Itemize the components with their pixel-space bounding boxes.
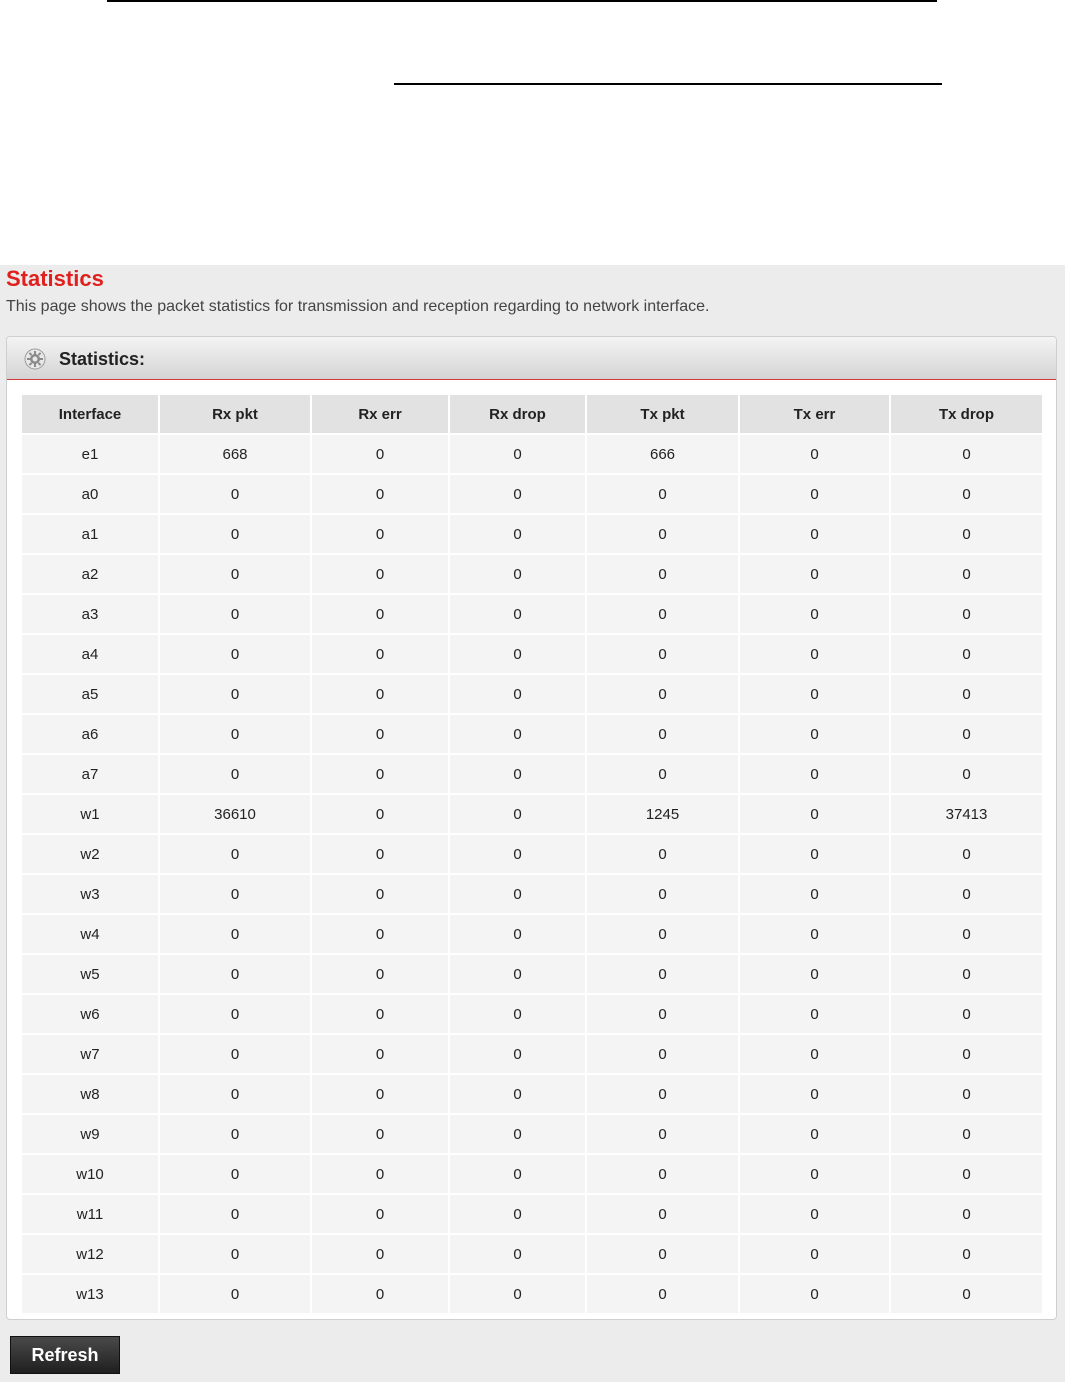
stat-cell: 0 [160,875,310,913]
table-row [22,1115,1042,1153]
interface-cell: w6 [22,995,158,1033]
stat-cell: 0 [891,515,1042,553]
column-header: Tx pkt [587,395,738,433]
stat-cell: 0 [450,755,585,793]
stat-cell: 0 [160,1035,310,1073]
gear-icon [24,348,46,370]
stat-cell: 0 [740,835,889,873]
stat-cell: 0 [450,435,585,473]
table-row [22,875,1042,913]
stat-cell: 0 [160,995,310,1033]
page-title: Statistics [6,266,104,291]
table-row [22,675,1042,713]
interface-cell: w1 [22,795,158,833]
stat-cell: 0 [740,1075,889,1113]
interface-cell: a1 [22,515,158,553]
statistics-page [0,265,1065,1382]
stat-cell: 0 [740,555,889,593]
stat-cell: 0 [160,755,310,793]
column-header: Rx pkt [160,395,310,433]
table-row [22,795,1042,833]
stat-cell: 0 [450,675,585,713]
stat-cell: 0 [160,955,310,993]
stat-cell: 0 [312,595,448,633]
stat-cell: 0 [312,795,448,833]
stat-cell: 0 [312,515,448,553]
stat-cell: 0 [160,1115,310,1153]
stat-cell: 0 [312,755,448,793]
stat-cell: 0 [740,1275,889,1313]
stat-cell: 0 [312,835,448,873]
stat-cell: 0 [740,1035,889,1073]
stat-cell: 0 [891,435,1042,473]
stat-cell: 668 [160,435,310,473]
stat-cell: 0 [587,955,738,993]
interface-cell: e1 [22,435,158,473]
stat-cell: 0 [450,1115,585,1153]
table-row [22,635,1042,673]
column-header: Rx err [312,395,448,433]
stat-cell: 0 [450,875,585,913]
interface-cell: w9 [22,1115,158,1153]
stat-cell: 0 [312,715,448,753]
stat-cell: 1245 [587,795,738,833]
stat-cell: 0 [312,955,448,993]
stat-cell: 0 [450,555,585,593]
interface-cell: a6 [22,715,158,753]
interface-cell: a3 [22,595,158,633]
stat-cell: 0 [740,875,889,913]
stat-cell: 0 [450,1075,585,1113]
table-row [22,1235,1042,1273]
stat-cell: 0 [587,1275,738,1313]
column-header: Interface [22,395,158,433]
table-body [22,435,1042,1313]
stat-cell: 0 [740,1115,889,1153]
panel-header [7,337,1056,380]
stat-cell: 0 [891,1035,1042,1073]
stat-cell: 0 [587,515,738,553]
table-header-row [22,395,1042,433]
stat-cell: 0 [312,555,448,593]
stat-cell: 0 [450,1035,585,1073]
stat-cell: 0 [891,995,1042,1033]
stat-cell: 0 [587,1235,738,1273]
stat-cell: 0 [312,435,448,473]
stat-cell: 0 [891,1195,1042,1233]
interface-cell: a4 [22,635,158,673]
table-row [22,515,1042,553]
stat-cell: 0 [891,635,1042,673]
table-row [22,435,1042,473]
stat-cell: 0 [312,1155,448,1193]
interface-cell: w2 [22,835,158,873]
stat-cell: 0 [740,1195,889,1233]
stat-cell: 0 [587,555,738,593]
document-middle-rule [394,83,942,85]
stat-cell: 0 [450,475,585,513]
stat-cell: 0 [160,1275,310,1313]
stat-cell: 0 [160,715,310,753]
stat-cell: 0 [740,715,889,753]
document-top-rule [107,0,937,2]
stat-cell: 0 [891,675,1042,713]
stat-cell: 0 [160,835,310,873]
table-row [22,915,1042,953]
stat-cell: 0 [160,1235,310,1273]
stat-cell: 0 [891,475,1042,513]
stat-cell: 0 [450,1155,585,1193]
interface-cell: w3 [22,875,158,913]
stat-cell: 0 [740,635,889,673]
stat-cell: 0 [450,835,585,873]
interface-cell: w4 [22,915,158,953]
stat-cell: 0 [312,915,448,953]
stat-cell: 0 [891,1075,1042,1113]
refresh-button[interactable]: Refresh [10,1336,120,1374]
interface-cell: w8 [22,1075,158,1113]
stat-cell: 0 [312,1035,448,1073]
stat-cell: 0 [891,875,1042,913]
stat-cell: 0 [160,1195,310,1233]
stat-cell: 0 [312,675,448,713]
stat-cell: 0 [587,595,738,633]
stat-cell: 0 [450,915,585,953]
stat-cell: 0 [891,835,1042,873]
page-description: This page shows the packet statistics for transmission and reception regarding to network interface. [6,298,710,315]
stat-cell: 0 [587,1155,738,1193]
stat-cell: 0 [450,795,585,833]
stat-cell: 37413 [891,795,1042,833]
table-row [22,955,1042,993]
stat-cell: 0 [740,1235,889,1273]
stat-cell: 0 [587,715,738,753]
panel-title: Statistics: [59,349,146,369]
stat-cell: 0 [891,1275,1042,1313]
stat-cell: 0 [587,835,738,873]
stat-cell: 0 [740,675,889,713]
stat-cell: 0 [891,1115,1042,1153]
interface-cell: w10 [22,1155,158,1193]
table-row [22,1275,1042,1313]
stat-cell: 0 [587,635,738,673]
table-row [22,595,1042,633]
stat-cell: 0 [160,475,310,513]
stat-cell: 0 [587,875,738,913]
column-header: Tx drop [891,395,1042,433]
interface-cell: a5 [22,675,158,713]
table-row [22,475,1042,513]
column-header: Rx drop [450,395,585,433]
interface-cell: w7 [22,1035,158,1073]
stat-cell: 0 [740,955,889,993]
interface-cell: w12 [22,1235,158,1273]
stat-cell: 0 [587,1075,738,1113]
stat-cell: 0 [891,915,1042,953]
table-row [22,835,1042,873]
interface-cell: a7 [22,755,158,793]
stat-cell: 0 [740,995,889,1033]
stat-cell: 0 [160,675,310,713]
stat-cell: 0 [312,1075,448,1113]
stat-cell: 0 [891,715,1042,753]
stat-cell: 0 [160,515,310,553]
table-row [22,1155,1042,1193]
stat-cell: 0 [740,795,889,833]
stat-cell: 0 [312,635,448,673]
stat-cell: 0 [160,595,310,633]
stat-cell: 0 [312,475,448,513]
stat-cell: 0 [160,635,310,673]
table-row [22,715,1042,753]
stat-cell: 0 [740,595,889,633]
stat-cell: 0 [587,995,738,1033]
statistics-panel [6,336,1057,1320]
stat-cell: 0 [587,1195,738,1233]
stat-cell: 0 [587,915,738,953]
stat-cell: 0 [312,875,448,913]
stat-cell: 0 [587,755,738,793]
stat-cell: 0 [450,715,585,753]
stat-cell: 0 [587,1115,738,1153]
stat-cell: 0 [891,955,1042,993]
stat-cell: 0 [160,555,310,593]
stat-cell: 0 [587,675,738,713]
table-row [22,1035,1042,1073]
stat-cell: 0 [312,1275,448,1313]
table-row [22,755,1042,793]
statistics-table [20,393,1044,1315]
stat-cell: 0 [160,915,310,953]
stat-cell: 0 [891,1155,1042,1193]
table-row [22,1075,1042,1113]
column-header: Tx err [740,395,889,433]
stat-cell: 0 [450,1235,585,1273]
stat-cell: 0 [450,1275,585,1313]
table-row [22,1195,1042,1233]
interface-cell: a2 [22,555,158,593]
stat-cell: 666 [587,435,738,473]
stat-cell: 0 [312,1235,448,1273]
stat-cell: 36610 [160,795,310,833]
stat-cell: 0 [740,1155,889,1193]
stat-cell: 0 [740,755,889,793]
stat-cell: 0 [312,1115,448,1153]
stat-cell: 0 [450,995,585,1033]
stat-cell: 0 [450,635,585,673]
table-row [22,995,1042,1033]
stat-cell: 0 [740,915,889,953]
stat-cell: 0 [160,1155,310,1193]
stat-cell: 0 [312,1195,448,1233]
interface-cell: a0 [22,475,158,513]
stat-cell: 0 [450,955,585,993]
stat-cell: 0 [160,1075,310,1113]
stat-cell: 0 [891,595,1042,633]
interface-cell: w13 [22,1275,158,1313]
stat-cell: 0 [740,475,889,513]
stat-cell: 0 [450,1195,585,1233]
stat-cell: 0 [450,595,585,633]
interface-cell: w5 [22,955,158,993]
interface-cell: w11 [22,1195,158,1233]
stat-cell: 0 [740,435,889,473]
stat-cell: 0 [891,755,1042,793]
stat-cell: 0 [891,555,1042,593]
stat-cell: 0 [312,995,448,1033]
stat-cell: 0 [587,475,738,513]
stat-cell: 0 [587,1035,738,1073]
stat-cell: 0 [891,1235,1042,1273]
stat-cell: 0 [740,515,889,553]
stat-cell: 0 [450,515,585,553]
table-row [22,555,1042,593]
